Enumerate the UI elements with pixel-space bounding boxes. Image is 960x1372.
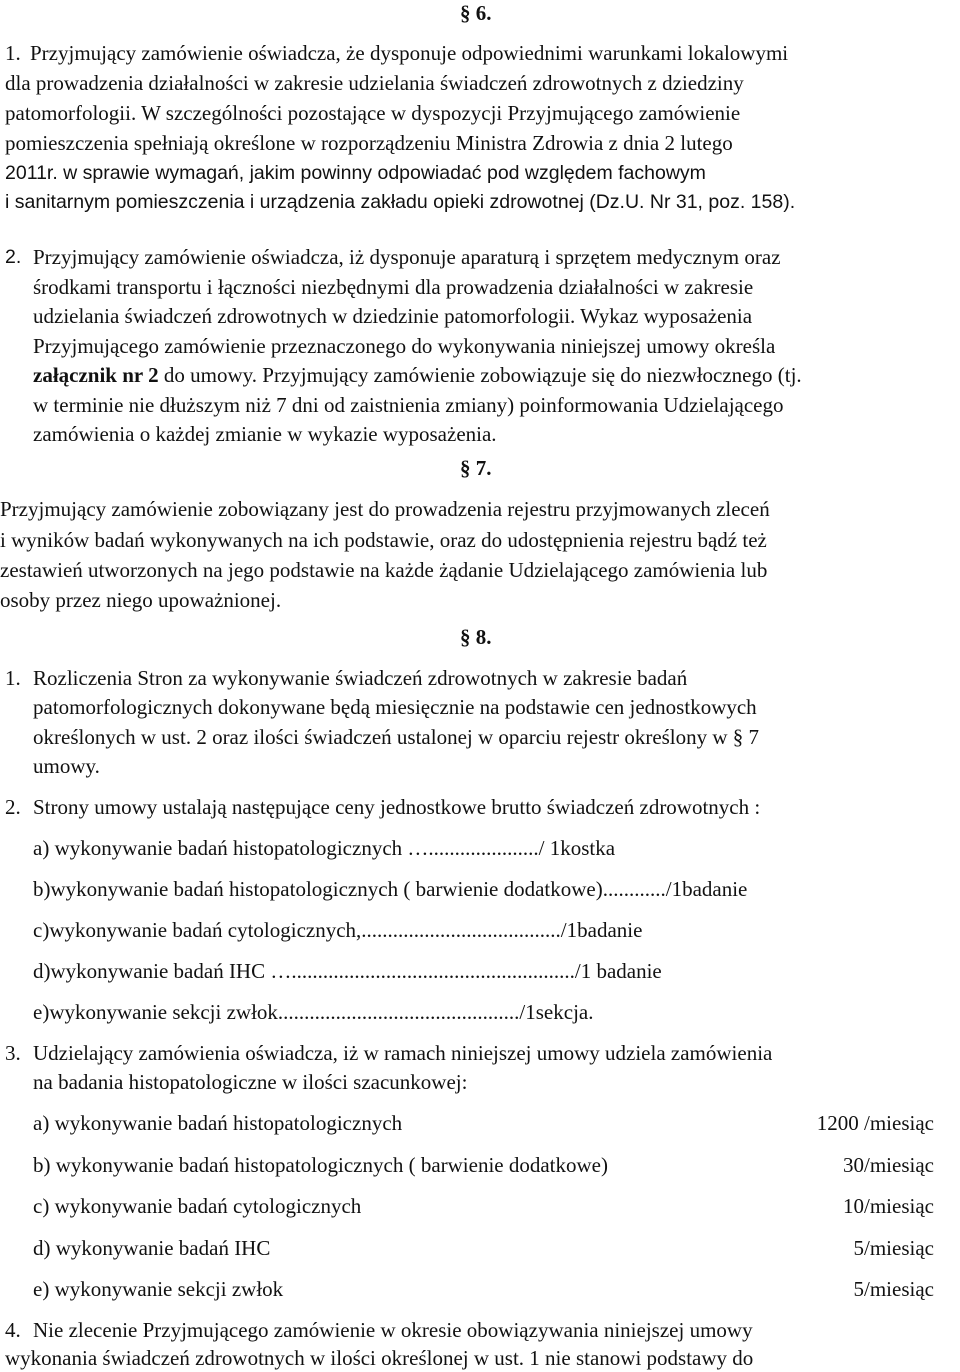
text-line: umowy. [33,754,100,778]
section-8-heading: § 8. [460,625,492,649]
text-line: określonych w ust. 2 oraz ilości świadczeń ustalonej w oparciu rejestr określony w § 7 [33,725,760,749]
price-item-c: c)wykonywanie badań cytologicznych,....................................../1badanie [33,918,643,942]
paragraph-number: 1. [5,41,21,65]
quantity-row-value: 10/miesiąc [843,1194,934,1218]
text-line: zamówienia o każdej zmianie w wykazie wyposażenia. [33,422,497,446]
paragraph-number: 2. [5,246,22,268]
text-fragment: do umowy. Przyjmujący zamówienie zobowiązuje się do niezwłocznego (tj. [158,363,802,387]
quantity-row-label: b) wykonywanie badań histopatologicznych ( barwienie dodatkowe) [33,1153,608,1177]
text-line: Udzielający zamówienia oświadcza, iż w ramach niniejszej umowy udziela zamówienia [33,1041,773,1065]
attachment-reference: załącznik nr 2 [33,363,159,387]
paragraph-number: 1. [5,666,21,690]
paragraph-number: 2. [5,795,21,819]
text-line: Przyjmujący zamówienie oświadcza, że dysponuje odpowiednimi warunkami lokalowymi [30,41,789,65]
quantity-row-value: 30/miesiąc [843,1153,934,1177]
quantity-row-value: 5/miesiąc [853,1236,934,1260]
text-line: zestawień utworzonych na jego podstawie na każde żądanie Udzielającego zamówienia lub [0,558,768,582]
text-line: Rozliczenia Stron za wykonywanie świadczeń zdrowotnych w zakresie badań [33,666,688,690]
text-line [33,362,802,388]
text-line: patomorfologii. W szczególności pozostające w dyspozycji Przyjmującego zamówienie [5,101,741,125]
price-item-d: d)wykonywanie badań IHC …....................................................../1 badanie [33,959,662,983]
text-line: i wyników badań wykonywanych na ich podstawie, oraz do udostępnienia rejestru bądź też [0,528,767,552]
section-6-heading: § 6. [460,1,492,25]
quantity-row-label: d) wykonywanie badań IHC [33,1236,271,1260]
price-item-e: e)wykonywanie sekcji zwłok............................................../1sekcja. [33,1000,594,1024]
text-line: Przyjmujący zamówienie zobowiązany jest do prowadzenia rejestru przyjmowanych zleceń [0,497,770,521]
text-line: na badania histopatologiczne w ilości szacunkowej: [33,1070,468,1094]
price-item-b: b)wykonywanie badań histopatologicznych ( barwienie dodatkowe)............/1badanie [33,877,748,901]
text-line: Nie zlecenie Przyjmującego zamówienie w okresie obowiązywania niniejszej umowy [33,1318,753,1342]
text-line: patomorfologicznych dokonywane będą miesięcznie na podstawie cen jednostkowych [33,695,757,719]
quantity-row-label: a) wykonywanie badań histopatologicznych [33,1111,403,1135]
quantity-row-label: e) wykonywanie sekcji zwłok [33,1277,284,1301]
text-line: w terminie nie dłuższym niż 7 dni od zaistnienia zmiany) poinformowania Udzielającego [33,393,784,417]
text-line: Strony umowy ustalają następujące ceny jednostkowe brutto świadczeń zdrowotnych : [33,795,761,819]
text-line: środkami transportu i łączności niezbędnymi dla prowadzenia działalności w zakresie [33,275,754,299]
paragraph-number: 4. [5,1318,21,1342]
text-line: 2011r. w sprawie wymagań, jakim powinny odpowiadać pod względem fachowym [5,162,706,184]
text-line: Przyjmującego zamówienie przeznaczonego do wykonywania niniejszej umowy określa [33,334,776,358]
text-line: dla prowadzenia działalności w zakresie udzielania świadczeń zdrowotnych z dziedziny [5,71,744,95]
quantity-row-label: c) wykonywanie badań cytologicznych [33,1194,362,1218]
text-line: pomieszczenia spełniają określone w rozporządzeniu Ministra Zdrowia z dnia 2 lutego [5,131,733,155]
price-item-a: a) wykonywanie badań histopatologicznych …...................../ 1kostka [33,836,616,860]
text-line: udzielania świadczeń zdrowotnych w dziedzinie patomorfologii. Wykaz wyposażenia [33,304,753,328]
text-line: wykonania świadczeń zdrowotnych w ilości określonej w ust. 1 nie stanowi podstawy do [5,1346,754,1370]
paragraph-number: 3. [5,1041,21,1065]
section-7-heading: § 7. [460,456,492,480]
text-line: osoby przez niego upoważnionej. [0,588,282,612]
quantity-row-value: 5/miesiąc [853,1277,934,1301]
text-line: i sanitarnym pomieszczenia i urządzenia zakładu opieki zdrowotnej (Dz.U. Nr 31, poz. 158). [5,191,796,213]
text-line: Przyjmujący zamówienie oświadcza, iż dysponuje aparaturą i sprzętem medycznym oraz [33,245,781,269]
quantity-row-value: 1200 /miesiąc [816,1111,934,1135]
